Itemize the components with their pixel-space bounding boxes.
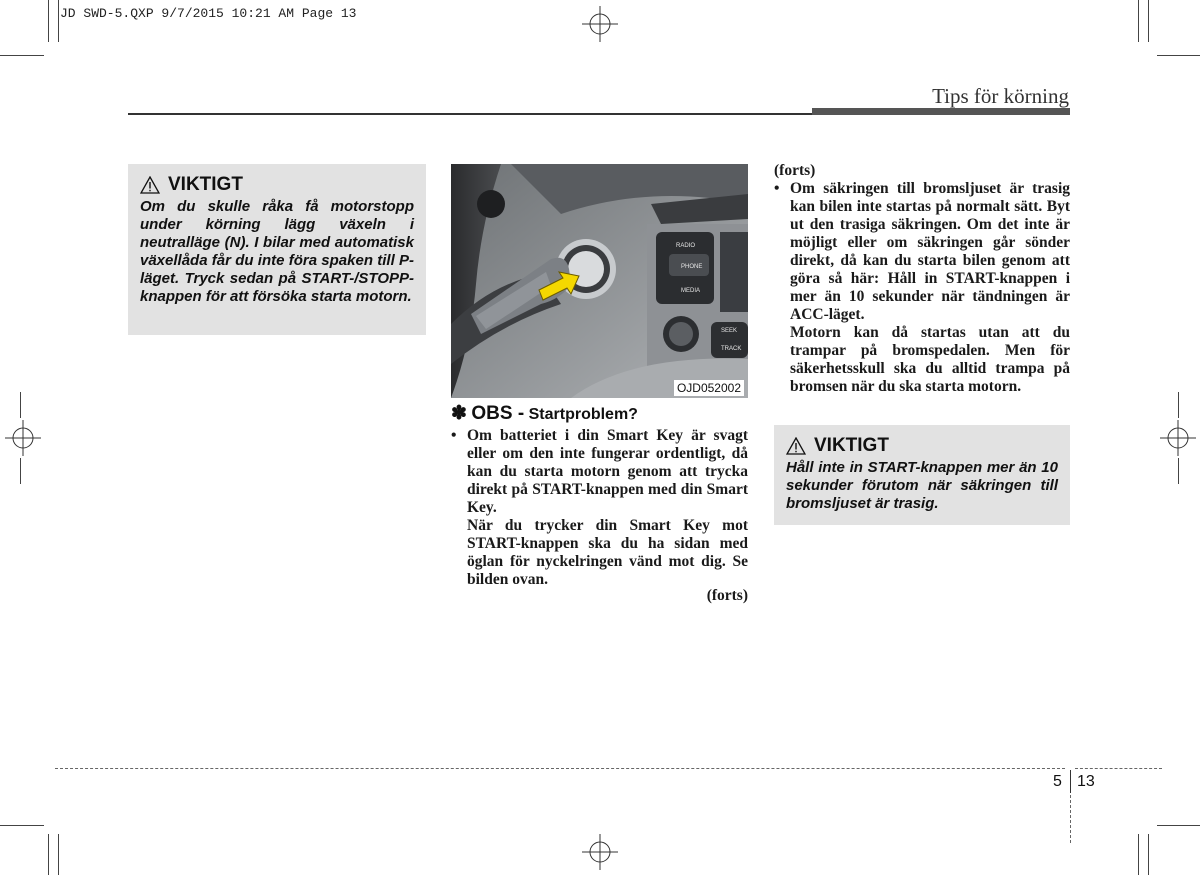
seek-label: SEEK xyxy=(721,328,738,334)
figure-code: OJD052002 xyxy=(674,380,744,396)
body-paragraph: Om säkringen till bromsljuset är trasig kan bilen inte startas på normalt sätt. Byt ut den trasiga säkringen. Om det inte är möjligt eller om säkringen går sönder direkt, då kan du starta bilen genom att göra så här: Håll in START-knappen i mer än 10 sekunder när tändningen är ACC-läget. xyxy=(790,180,1070,323)
warning-title: VIKTIGT xyxy=(814,435,889,456)
registration-mark-icon xyxy=(5,420,41,456)
footer-dashed-rule xyxy=(55,768,1065,769)
right-column-body xyxy=(774,162,1070,396)
footer-dashed-rule xyxy=(1075,768,1162,769)
chapter-number: 5 xyxy=(1053,773,1062,790)
warning-triangle-icon xyxy=(786,437,806,455)
registration-mark-icon xyxy=(582,834,618,870)
warning-text: Håll inte in START-knappen mer än 10 sekunder förutom när säkringen till bromsljuset är trasig. xyxy=(786,459,1058,512)
footer-dashed-vertical xyxy=(1070,795,1071,843)
warning-box xyxy=(128,164,426,335)
header-rule-accent xyxy=(812,108,1070,115)
note-paragraph: När du trycker din Smart Key mot START-knappen ska du ha sidan med öglan för nyckelringen vänd mot dig. Se bilden ovan. xyxy=(467,517,748,588)
phone-label: PHONE xyxy=(681,264,703,270)
continued-label: (forts) xyxy=(706,587,748,604)
registration-mark-icon xyxy=(582,6,618,42)
page-number: 13 xyxy=(1077,773,1095,790)
registration-mark-icon xyxy=(1160,420,1196,456)
bullet-icon: • xyxy=(451,427,457,444)
note-star-icon: ✽ xyxy=(451,403,467,424)
warning-text: Om du skulle råka få motorstopp under körning lägg växeln i neutralläge (N). I bilar med automatisk växellåda får du inte föra spaken till P-läget. Tryck sedan på START-/STOPP-knappen för att försöka starta motorn. xyxy=(140,198,414,305)
note-title: Startproblem? xyxy=(528,406,638,423)
media-label: MEDIA xyxy=(681,288,701,294)
note-body xyxy=(451,427,748,589)
warning-box xyxy=(774,425,1070,525)
start-button-photo xyxy=(451,164,748,398)
radio-label: RADIO xyxy=(676,243,696,249)
continued-label: (forts) xyxy=(774,162,816,179)
warning-triangle-icon xyxy=(140,176,160,194)
print-slug: JD SWD-5.QXP 9/7/2015 10:21 AM Page 13 xyxy=(60,6,357,21)
section-title: Tips för körning xyxy=(932,84,1069,108)
page-number-separator xyxy=(1070,770,1071,793)
bullet-icon: • xyxy=(774,180,780,197)
note-label: OBS - xyxy=(471,403,525,424)
body-paragraph: Motorn kan då startas utan att du trampar på bromspedalen. Men för säkerhetsskull ska du alltid trampa på bromsen när du ska starta motorn. xyxy=(790,324,1070,395)
note-heading xyxy=(451,402,748,425)
note-paragraph: Om batteriet i din Smart Key är svagt eller om den inte fungerar ordentligt, då kan du starta motorn genom att trycka direkt på START-knappen med din Smart Key. xyxy=(467,427,748,516)
track-label: TRACK xyxy=(721,346,742,352)
warning-title: VIKTIGT xyxy=(168,174,243,195)
